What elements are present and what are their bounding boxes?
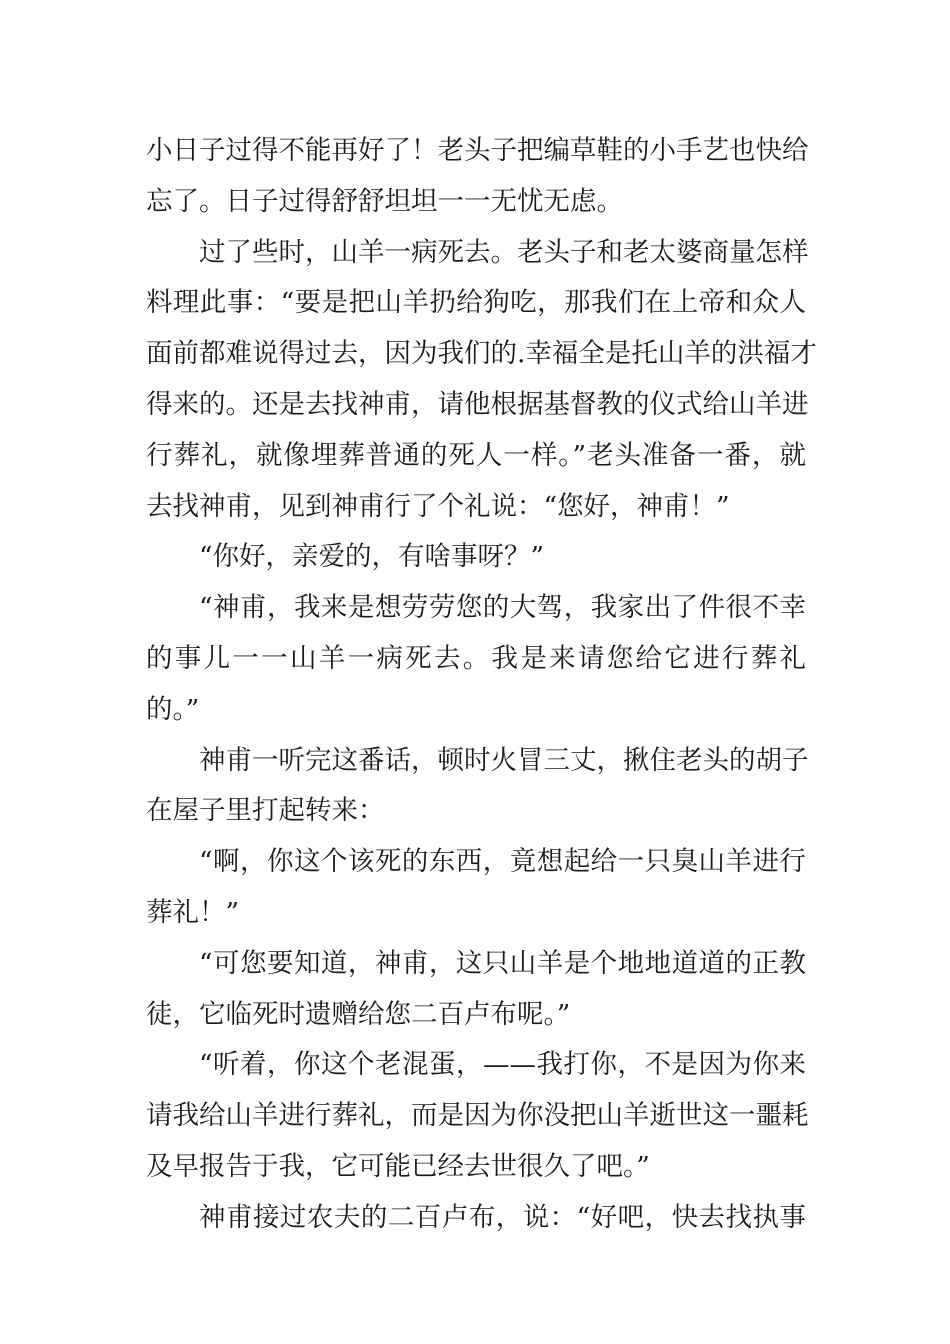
document-page: [146, 126, 817, 1244]
text-line: 过了些时，山羊一病死去。老头子和老太婆商量怎样: [199, 236, 809, 268]
text-line: 请我给山羊进行葬礼，而是因为你没把山羊逝世这一噩耗: [146, 1100, 809, 1132]
text-line: 得来的。还是去找神甫，请他根据基督教的仪式给山羊进: [146, 388, 809, 420]
text-line: “神甫，我来是想劳劳您的大驾，我家出了件很不幸: [199, 592, 806, 624]
text-line: 神甫一听完这番话，顿时火冒三丈，揪住老头的胡子: [199, 744, 809, 776]
text-line: 在屋子里打起转来：: [146, 795, 385, 827]
text-line: “听着，你这个老混蛋，——我打你，不是因为你来: [199, 1049, 806, 1081]
text-line: 去找神甫，见到神甫行了个礼说：“您好，神甫！”: [146, 490, 730, 522]
text-line: “可您要知道，神甫，这只山羊是个地地道道的正教: [199, 947, 806, 979]
text-line: “你好，亲爱的，有啥事呀？”: [199, 541, 545, 573]
text-line: 及早报告于我，它可能已经去世很久了吧。”: [146, 1150, 650, 1182]
text-line: 小日子过得不能再好了！老头子把编草鞋的小手艺也快给: [146, 135, 809, 166]
text-line: 神甫接过农夫的二百卢布，说：“好吧，快去找执事: [199, 1201, 806, 1233]
text-line: 徒，它临死时遗赠给您二百卢布呢。”: [146, 998, 571, 1030]
text-line: 的。”: [146, 693, 200, 725]
text-line: 忘了。日子过得舒舒坦坦一一无忧无虑。: [146, 185, 623, 217]
text-line: 面前都难说得过去，因为我们的.幸福全是托山羊的洪福才: [146, 338, 817, 370]
text-line: “啊，你这个该死的东西，竟想起给一只臭山羊进行: [199, 846, 806, 878]
text-line: 料理此事：“要是把山羊扔给狗吃，那我们在上帝和众人: [146, 287, 806, 319]
text-line: 行葬礼，就像埋葬普通的死人一样。”老头准备一番，就: [146, 439, 806, 471]
text-line: 葬礼！”: [146, 896, 240, 928]
text-line: 的事儿一一山羊一病死去。我是来请您给它进行葬礼: [146, 642, 806, 674]
